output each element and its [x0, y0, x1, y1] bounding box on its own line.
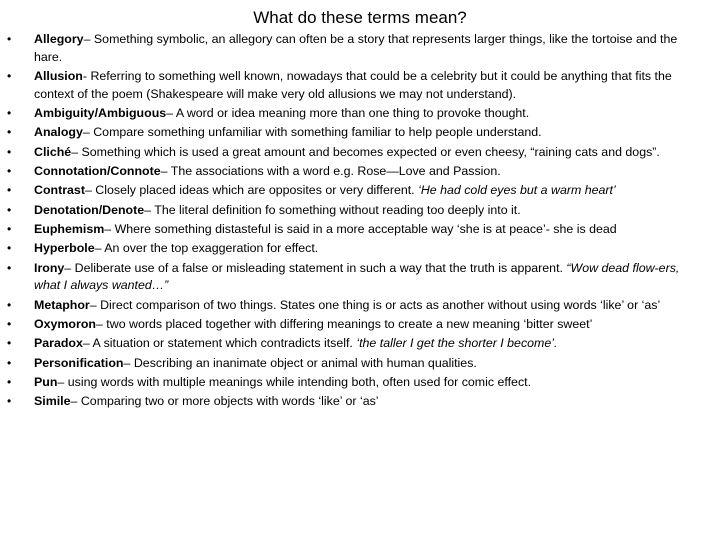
list-item — [24, 335, 684, 353]
list-item — [24, 105, 684, 123]
term-name: Irony — [34, 260, 65, 275]
list-item — [24, 297, 684, 315]
term-name: Personification — [34, 355, 124, 370]
list-item — [24, 374, 684, 392]
list-item — [24, 393, 684, 411]
term-name: Simile — [34, 394, 71, 409]
term-definition: – Compare something unfamiliar with something familiar to help people understand. — [82, 125, 542, 140]
term-definition: - Referring to something well known, nowadays that could be a celebrity but it could be anything that fits the context of the poem (Shakespeare will make very old allusions we may not understand). — [34, 69, 672, 101]
list-item — [24, 202, 684, 220]
term-name: Pun — [34, 374, 58, 389]
term-name: Allusion — [34, 69, 83, 84]
list-item — [24, 182, 684, 200]
term-name: Denotation/Denote — [34, 202, 145, 217]
term-definition: – A word or idea meaning more than one thing to provoke thought. — [166, 106, 530, 121]
term-definition: – Something symbolic, an allegory can often be a story that represents larger things, like the tortoise and the hare. — [34, 32, 678, 64]
term-example: ‘He had cold eyes but a warm heart’ — [418, 183, 616, 198]
term-definition: – A situation or statement which contradicts itself. — [82, 336, 357, 351]
term-definition: – using words with multiple meanings while intending both, often used for comic effect. — [57, 374, 532, 389]
term-definition: – An over the top exaggeration for effect. — [94, 241, 319, 256]
term-definition: – Closely placed ideas which are opposites or very different. — [84, 183, 419, 198]
term-definition: – Where something distasteful is said in a more acceptable way ‘she is at peace’- she is dead — [104, 221, 617, 236]
term-name: Paradox — [34, 336, 83, 351]
list-item — [24, 260, 684, 296]
list-item — [24, 163, 684, 181]
list-item — [24, 31, 684, 67]
term-definition: – Comparing two or more objects with words ‘like’ or ‘as’ — [70, 394, 379, 409]
term-name: Oxymoron — [34, 316, 96, 331]
list-item — [24, 240, 684, 258]
slide-title: What do these terms mean? — [253, 8, 467, 27]
term-name: Analogy — [34, 125, 83, 140]
list-item — [24, 316, 684, 334]
list-item — [24, 221, 684, 239]
term-name: Hyperbole — [34, 241, 95, 256]
term-name: Allegory — [34, 32, 84, 46]
term-definition: – Deliberate use of a false or misleading statement in such a way that the truth is apparent. — [64, 260, 567, 275]
term-definition: – The literal definition fo something without reading too deeply into it. — [144, 202, 521, 217]
term-name: Euphemism — [34, 221, 105, 236]
term-definition: – Direct comparison of two things. States one thing is or acts as another without using words ‘like’ or ‘as’ — [89, 297, 661, 312]
term-name: Cliché — [34, 144, 72, 159]
term-name: Ambiguity/Ambiguous — [34, 106, 167, 121]
term-example: ‘the taller I get the shorter I become’. — [356, 336, 558, 351]
term-name: Contrast — [34, 183, 85, 198]
list-item — [24, 144, 684, 162]
term-definition: – Something which is used a great amount and becomes expected or even cheesy, “raining cats and dogs”. — [71, 144, 660, 159]
terms-list — [24, 31, 684, 412]
term-definition: – Describing an inanimate object or animal with human qualities. — [123, 355, 477, 370]
list-item — [24, 355, 684, 373]
term-example: “Wow dead flow-ers, what I always wanted…” — [34, 260, 680, 293]
term-name: Metaphor — [34, 297, 90, 312]
term-definition: – The associations with a word e.g. Rose—Love and Passion. — [160, 164, 501, 179]
term-definition: – two words placed together with differing meanings to create a new meaning ‘bitter sweet’ — [95, 316, 593, 331]
list-item — [24, 124, 684, 142]
list-item — [24, 68, 684, 104]
term-name: Connotation/Connote — [34, 164, 161, 179]
